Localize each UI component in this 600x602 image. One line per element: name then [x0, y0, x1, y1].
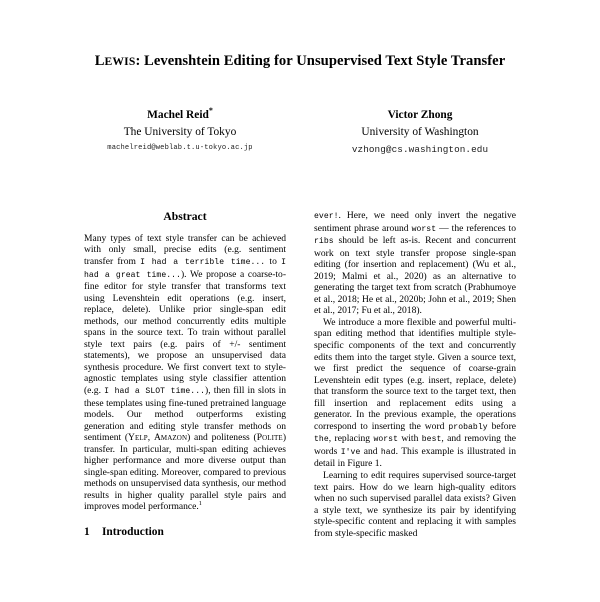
right-text-1c: should be left as-is. Recent and concurrent work on text style transfer propose single-span editing (for insertion and replacement) (Wu et al., 2019; Malmi et al., 2020) as an alternative to generating the target text from scratch (Prabhumoye et al., 2018; He et al., 2020b; John et al., 2019; Shen et al., 2017; Fu et al., 2018). [314, 235, 516, 317]
author-footnote-marker: * [208, 106, 213, 115]
right-text-1a: . Here, we need only invert the negative sentiment phrase around [314, 210, 516, 234]
abstract-text-f: ) and politeness ( [187, 432, 257, 444]
abstract-text-a: Many types of text style transfer can be achieved with only small, precise edits (e.g. sentiment transfer from [84, 232, 286, 267]
abstract-heading: Abstract [163, 210, 207, 223]
right-code-worst-2: worst [373, 435, 398, 445]
right-code-probably: probably [448, 422, 488, 432]
right-text-2b: before [487, 420, 516, 432]
title-acronym-rest: EWIS [104, 55, 136, 68]
dataset-name-amazon: Amazon [153, 432, 188, 444]
right-text-2f: and [360, 445, 381, 457]
right-text-2e: , and removing the words [314, 433, 516, 457]
footnote-reference[interactable]: 1 [198, 500, 202, 508]
abstract-text-b: to [265, 256, 282, 267]
abstract-code-3: I had a SLOT time... [104, 387, 206, 397]
right-text-2g: . This example is illustrated in detail in Figure 1. [314, 445, 516, 470]
author-name-text: Victor Zhong [387, 108, 453, 121]
body-columns [84, 210, 516, 602]
author-name [300, 106, 540, 123]
section-heading-introduction [84, 525, 286, 539]
right-code-worst: worst [411, 224, 437, 234]
author-affiliation: University of Washington [361, 126, 479, 139]
right-text-2d: with [397, 433, 422, 445]
right-column [314, 210, 516, 602]
section-number: 1 [84, 526, 90, 539]
page-title [60, 52, 540, 70]
right-paragraph-3: Learning to edit requires supervised source-target text pairs. How do we learn high-quality editors when no such supervised parallel data exists? Given a style text, we synthesize its pair by identifying style-specific content and replacing it with samples from style-specific masked [314, 470, 516, 539]
title-subtitle: : Levenshtein Editing for Unsupervised Text Style Transfer [135, 53, 506, 69]
right-code-ribs: ribs [314, 237, 334, 247]
abstract-text-d: ), then fill in slots in these templates using fine-tuned pretrained language models. Our method outperforms existing generation and editing style transfer methods on sentiment ( [84, 385, 286, 444]
left-column [84, 210, 286, 602]
right-code-had: had [380, 447, 396, 457]
author-block [60, 106, 540, 156]
right-text-1b: — the references to [436, 222, 516, 234]
right-paragraph-2 [314, 317, 516, 470]
right-text-2c: , replacing [328, 433, 374, 445]
author-entry-0 [60, 106, 300, 156]
author-entry-1 [300, 106, 540, 156]
right-code-the: the [314, 435, 329, 445]
title-acronym-first-letter: L [94, 53, 105, 69]
abstract-text-c: ). We propose a coarse-to-fine editor for style transfer that transforms text using Levenshtein edit operations (e.g. insert, replace, delete). Unlike prior single-span edit methods, our method concurrently edits multiple spans in the source text. To train without parallel style text pairs (e.g. pairs of +/- sentiment statements), we propose an unsupervised data synthesis procedure. We first convert text to style-agnostic templates using style classifier attention (e.g. [84, 268, 286, 397]
dataset-name-polite: Polite [256, 432, 283, 444]
right-text-2a: We introduce a more flexible and powerful multi-span editing method that identifies multiple style-specific components of the text and concurrently edits them into the target style. Given a source text, we first predict the sequence of coarse-grain Levenshtein edit types (e.g. insert, replace, delete) that transform the source text to the target text, then fill insertion and replacement edits using a generator. In the previous example, the operations correspond to inserting the word [314, 316, 516, 432]
abstract-code-1: I had a terrible time... [140, 258, 266, 267]
abstract-text-g: ) transfer. In particular, multi-span editing achieves higher performance and more diverse output than single-span editing. Moreover, compared to previous methods on unsupervised data synthesis, our method results in higher quality parallel style pairs and improves model performance. [84, 432, 286, 513]
author-email[interactable]: machelreid@weblab.t.u-tokyo.ac.jp [107, 143, 253, 152]
author-name-text: Machel Reid [147, 108, 209, 121]
right-code-ever: ever! [314, 212, 339, 221]
dataset-name-yelp: Yelp [128, 432, 148, 444]
abstract-code-2: I had a great time... [84, 258, 286, 280]
right-code-ive: I've [340, 447, 361, 457]
right-paragraph-1 [314, 210, 516, 317]
author-email[interactable]: vzhong@cs.washington.edu [351, 143, 489, 155]
author-affiliation: The University of Tokyo [123, 126, 237, 139]
section-title: Introduction [102, 526, 164, 539]
right-code-best: best [421, 435, 442, 445]
author-name [60, 106, 300, 123]
abstract-text-e: , [147, 432, 154, 444]
abstract-paragraph [84, 233, 286, 513]
